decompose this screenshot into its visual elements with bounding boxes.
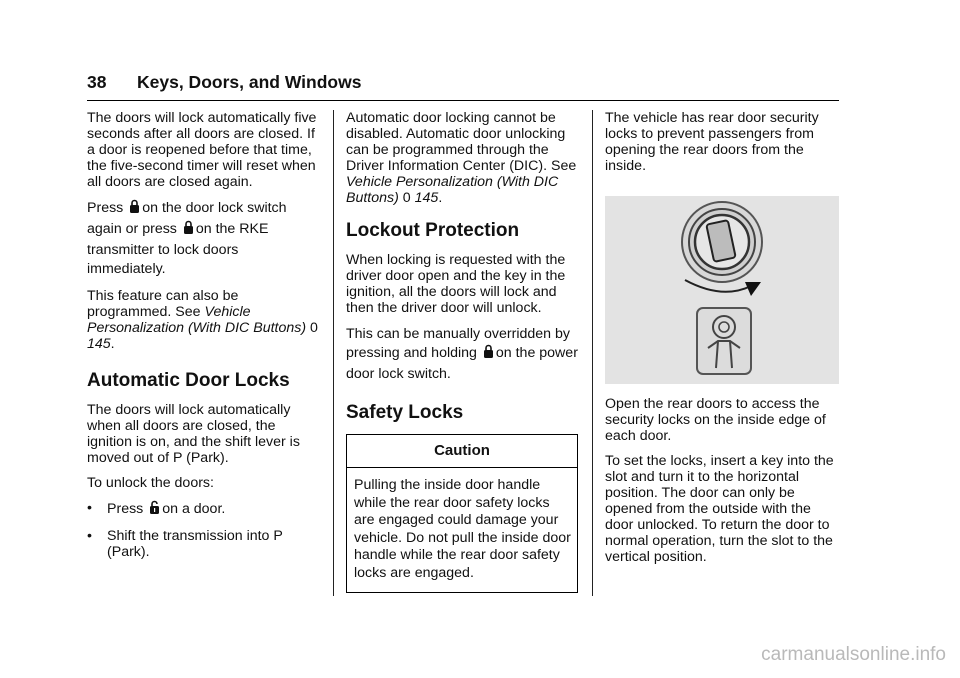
text: Automatic door locking cannot be disabled. Automatic door unlocking can be programmed through the Driver Information Center (DIC). See (346, 110, 577, 174)
text: on a door. (162, 501, 226, 517)
section-heading: Automatic Door Locks (87, 370, 290, 391)
text: This can be manually overridden by pressing and holding (346, 326, 570, 361)
cross-reference[interactable]: Vehicle Personalization (With DIC Buttons) (87, 304, 307, 336)
paragraph (87, 288, 319, 352)
text: Press (107, 501, 144, 517)
text: transmitter to lock doors immediately. (87, 242, 239, 277)
text: Shift the transmission into P (Park). (107, 528, 283, 560)
column-1 (87, 110, 319, 569)
column-divider (592, 110, 593, 596)
text: again or press (87, 221, 177, 237)
section-heading: Safety Locks (346, 402, 464, 423)
page-ref-number[interactable]: 145 (87, 336, 111, 352)
paragraph: The vehicle has rear door security locks to prevent passengers from opening the rear doors from the inside. (605, 110, 819, 174)
lock-icon (129, 199, 140, 220)
caution-body: Pulling the inside door handle while the rear door safety locks are engaged could damage your vehicle. Do not pull the inside door handle while the rear door safety locks are engaged. (354, 477, 571, 581)
paragraph (87, 199, 319, 279)
watermark: carmanualsonline.info (761, 644, 946, 665)
paragraph: Open the rear doors to access the security locks on the inside edge of each door. (605, 396, 826, 444)
caution-box (346, 434, 578, 593)
lock-icon (183, 220, 194, 241)
list-item (87, 500, 319, 519)
paragraph (346, 110, 578, 206)
cross-reference[interactable]: Vehicle Personalization (With DIC Buttons) (346, 174, 559, 206)
text: on the door lock switch (142, 200, 287, 216)
list-item (87, 528, 319, 560)
text: on the RKE (195, 221, 269, 237)
text: Press (87, 200, 124, 216)
page-ref-arrow: 0 (310, 320, 318, 336)
column-3 (605, 110, 841, 574)
paragraph: When locking is requested with the driver door open and the key in the ignition, all the doors will lock and then the driver door will unlock. (346, 252, 566, 316)
text: . (110, 336, 115, 352)
unlock-icon (149, 500, 160, 519)
column-2 (346, 110, 578, 593)
paragraph: To unlock the doors: (87, 475, 214, 491)
text: . (438, 190, 443, 206)
column-divider (333, 110, 334, 596)
page-title: Keys, Doors, and Windows (137, 72, 362, 92)
paragraph (346, 325, 578, 384)
page-header (87, 70, 839, 101)
paragraph: The doors will lock automatically five seconds after all doors are closed. If a door is reopened before that time, the five-second timer will reset when all doors are closed again. (87, 110, 317, 190)
safety-lock-drawing (605, 196, 839, 384)
caution-title: Caution (347, 435, 577, 468)
paragraph: The doors will lock automatically when all doors are closed, the ignition is on, and the shift lever is moved out of P (Park). (87, 402, 300, 466)
paragraph: To set the locks, insert a key into the slot and turn it to the horizontal position. The door can only be opened from the outside with the door unlocked. To return the door to normal operation, turn the slot to the vertical position. (605, 453, 834, 565)
text: This feature can also be programmed. See (87, 288, 239, 320)
page-ref-number[interactable]: 145 (414, 190, 439, 206)
bullet: • (87, 528, 92, 544)
lock-icon (483, 344, 494, 365)
text: on the power door lock switch. (346, 345, 578, 382)
safety-lock-illustration (605, 196, 839, 384)
page-number: 38 (87, 72, 107, 92)
bullet: • (87, 500, 92, 516)
page-ref-arrow: 0 (402, 190, 411, 206)
section-heading: Lockout Protection (346, 220, 520, 241)
